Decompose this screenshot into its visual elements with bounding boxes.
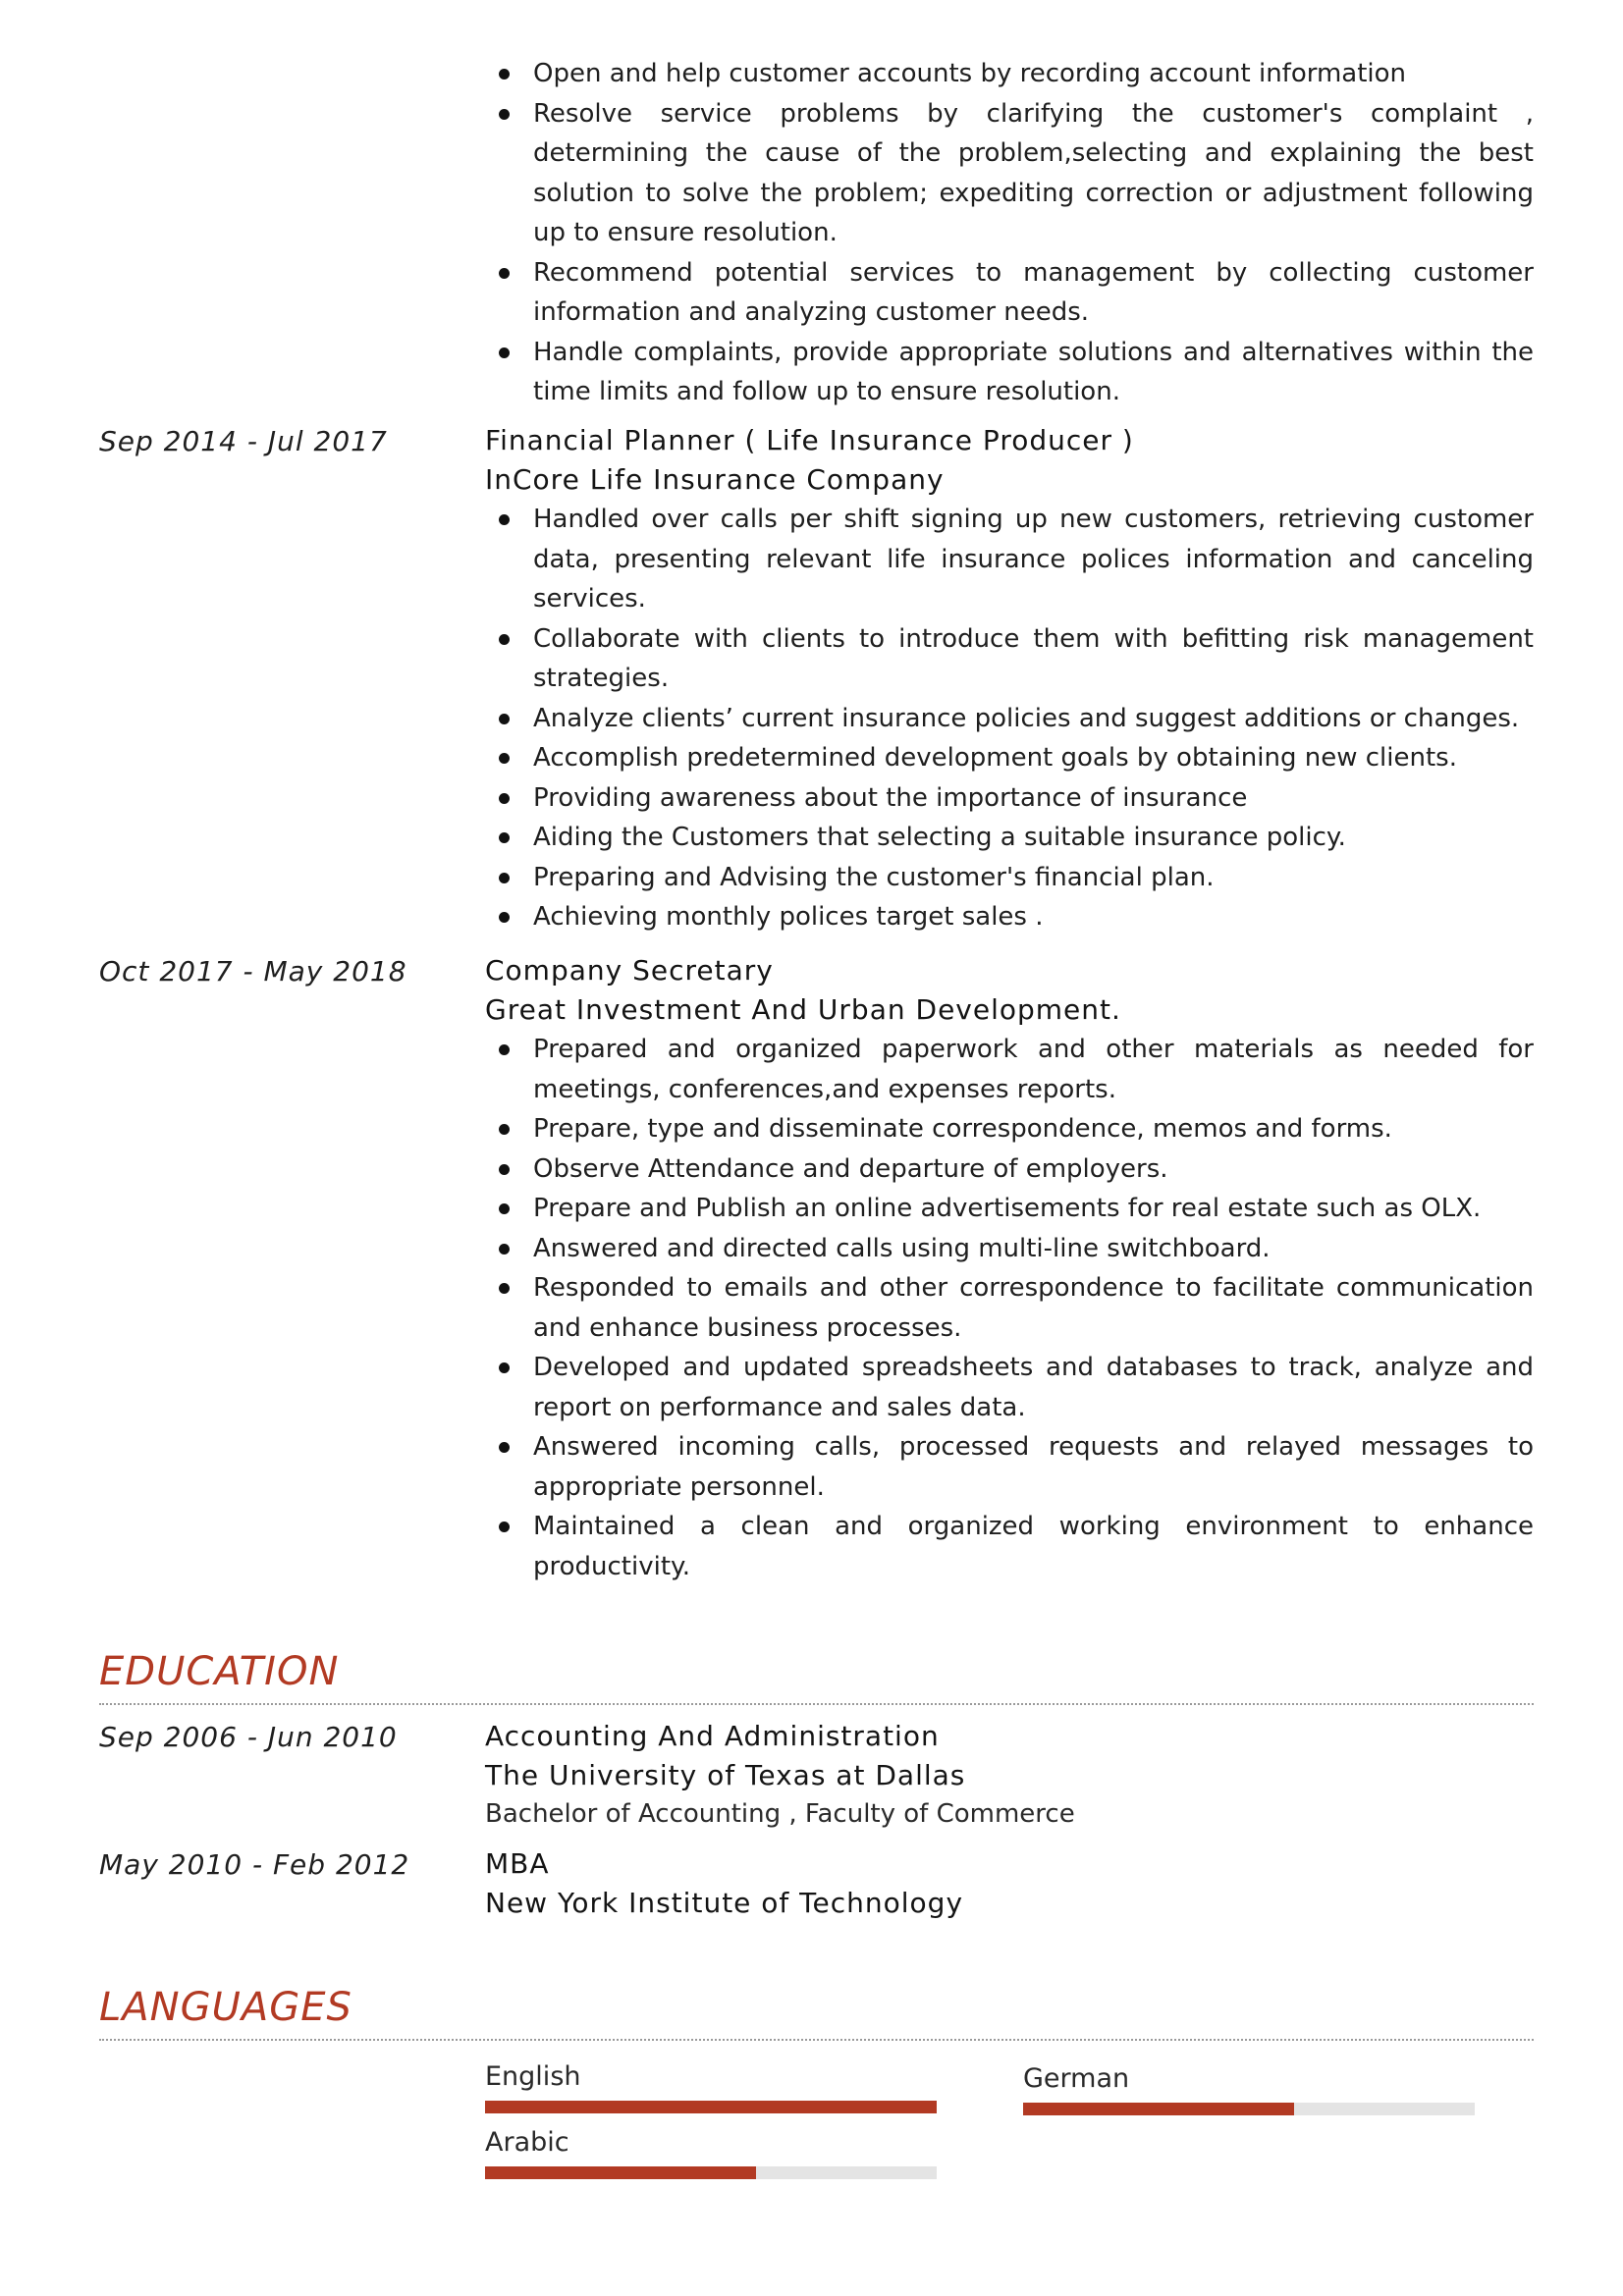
language-level-bar [485, 2101, 937, 2113]
bullet-item [485, 858, 1534, 898]
section-divider [99, 1703, 1534, 1705]
language-level-bar [485, 2166, 937, 2179]
bullet-text: Collaborate with clients to introduce them with befitting risk management strategies. [533, 623, 1534, 693]
bullet-dot-icon [499, 1283, 510, 1294]
bullet-text: Developed and updated spreadsheets and databases to track, analyze and report on performance and sales data. [533, 1353, 1534, 1422]
bullet-text: Prepared and organized paperwork and other materials as needed for meetings, conferences,and expenses reports. [533, 1035, 1534, 1104]
company-name: InCore Life Insurance Company [485, 463, 945, 496]
bullet-dot-icon [499, 1522, 510, 1532]
bullet-item [485, 1030, 1534, 1109]
bullet-item [485, 94, 1534, 253]
bullet-dot-icon [499, 634, 510, 645]
bullet-text: Providing awareness about the importance of insurance [533, 782, 1248, 813]
bullet-text: Responded to emails and other correspondence to facilitate communication and enhance business processes. [533, 1273, 1534, 1343]
bullet-item [485, 818, 1534, 858]
bullet-text: Answered incoming calls, processed requests and relayed messages to appropriate personnel. [533, 1432, 1534, 1502]
bullet-text: Handled over calls per shift signing up new customers, retrieving customer data, presenting relevant life insurance polices information and canceling services. [533, 505, 1534, 614]
bullet-dot-icon [499, 1203, 510, 1214]
bullet-text: Recommend potential services to management by collecting customer information and analyzing customer needs. [533, 257, 1534, 327]
language-name: English [485, 2061, 581, 2092]
bullet-text: Achieving monthly polices target sales . [533, 902, 1044, 932]
language-item [1023, 2061, 1475, 2115]
section-heading-education: EDUCATION [99, 1649, 340, 1694]
bullet-item [485, 1189, 1534, 1229]
language-level-fill [485, 2101, 937, 2113]
bullet-item [485, 1109, 1534, 1149]
bullet-dot-icon [499, 1044, 510, 1055]
language-item [485, 2125, 937, 2179]
degree-title: MBA [485, 1847, 550, 1880]
section-heading-languages: LANGUAGES [99, 1985, 352, 2030]
bullet-dot-icon [499, 1442, 510, 1453]
entry-date: May 2010 - Feb 2012 [99, 1848, 410, 1881]
bullet-dot-icon [499, 832, 510, 843]
bullet-item [485, 1149, 1534, 1190]
bullet-dot-icon [499, 1164, 510, 1175]
bullet-list [485, 1030, 1534, 1586]
bullet-dot-icon [499, 347, 510, 358]
bullet-dot-icon [499, 1362, 510, 1373]
language-level-bar [1023, 2103, 1475, 2115]
bullet-item [485, 1268, 1534, 1348]
entry-date: Sep 2014 - Jul 2017 [99, 425, 388, 457]
bullet-dot-icon [499, 69, 510, 80]
bullet-item [485, 699, 1534, 739]
language-level-fill [485, 2166, 756, 2179]
bullet-dot-icon [499, 793, 510, 804]
degree-title: Accounting And Administration [485, 1720, 940, 1752]
bullet-dot-icon [499, 753, 510, 764]
school-name: New York Institute of Technology [485, 1887, 964, 1919]
section-divider [99, 2039, 1534, 2041]
job-title: Company Secretary [485, 954, 774, 987]
bullet-item [485, 1427, 1534, 1507]
bullet-text: Analyze clients’ current insurance policies and suggest additions or changes. [533, 703, 1520, 733]
bullet-text: Resolve service problems by clarifying the customer's complaint , determining the cause of the problem,selecting and explaining the best solution to solve the problem; expediting correction or adjustment following up to ensure resolution. [533, 98, 1534, 247]
language-name: Arabic [485, 2127, 569, 2158]
bullet-text: Maintained a clean and organized working environment to enhance productivity. [533, 1512, 1534, 1581]
bullet-text: Handle complaints, provide appropriate solutions and alternatives within the time limits and follow up to ensure resolution. [533, 337, 1534, 406]
company-name: Great Investment And Urban Development. [485, 993, 1121, 1026]
bullet-item [485, 897, 1534, 937]
bullet-text: Prepare and Publish an online advertisements for real estate such as OLX. [533, 1194, 1482, 1223]
bullet-item [485, 778, 1534, 819]
bullet-dot-icon [499, 912, 510, 923]
language-name: German [1023, 2063, 1130, 2094]
bullet-list [485, 54, 1534, 412]
school-name: The University of Texas at Dallas [485, 1759, 966, 1791]
bullet-text: Preparing and Advising the customer's financial plan. [533, 862, 1215, 892]
bullet-text: Observe Attendance and departure of employers. [533, 1153, 1168, 1184]
bullet-text: Accomplish predetermined development goals by obtaining new clients. [533, 743, 1457, 773]
bullet-text: Answered and directed calls using multi-line switchboard. [533, 1233, 1271, 1263]
bullet-item [485, 333, 1534, 412]
bullet-item [485, 54, 1534, 94]
bullet-dot-icon [499, 268, 510, 279]
bullet-item [485, 500, 1534, 619]
bullet-item [485, 738, 1534, 778]
bullet-dot-icon [499, 1124, 510, 1135]
bullet-dot-icon [499, 714, 510, 724]
bullet-item [485, 1229, 1534, 1269]
bullet-text: Aiding the Customers that selecting a suitable insurance policy. [533, 823, 1346, 852]
bullet-dot-icon [499, 873, 510, 883]
bullet-dot-icon [499, 514, 510, 525]
degree-detail: Bachelor of Accounting , Faculty of Commerce [485, 1799, 1075, 1829]
bullet-dot-icon [499, 1244, 510, 1255]
job-title: Financial Planner ( Life Insurance Producer ) [485, 424, 1134, 456]
language-item [485, 2059, 937, 2113]
bullet-dot-icon [499, 109, 510, 120]
language-level-fill [1023, 2103, 1294, 2115]
bullet-text: Open and help customer accounts by recording account information [533, 59, 1407, 88]
bullet-item [485, 619, 1534, 699]
entry-date: Oct 2017 - May 2018 [99, 955, 407, 988]
bullet-text: Prepare, type and disseminate correspondence, memos and forms. [533, 1114, 1392, 1144]
entry-date: Sep 2006 - Jun 2010 [99, 1721, 398, 1753]
bullet-item [485, 1348, 1534, 1427]
bullet-item [485, 1507, 1534, 1586]
bullet-item [485, 253, 1534, 333]
bullet-list [485, 500, 1534, 937]
